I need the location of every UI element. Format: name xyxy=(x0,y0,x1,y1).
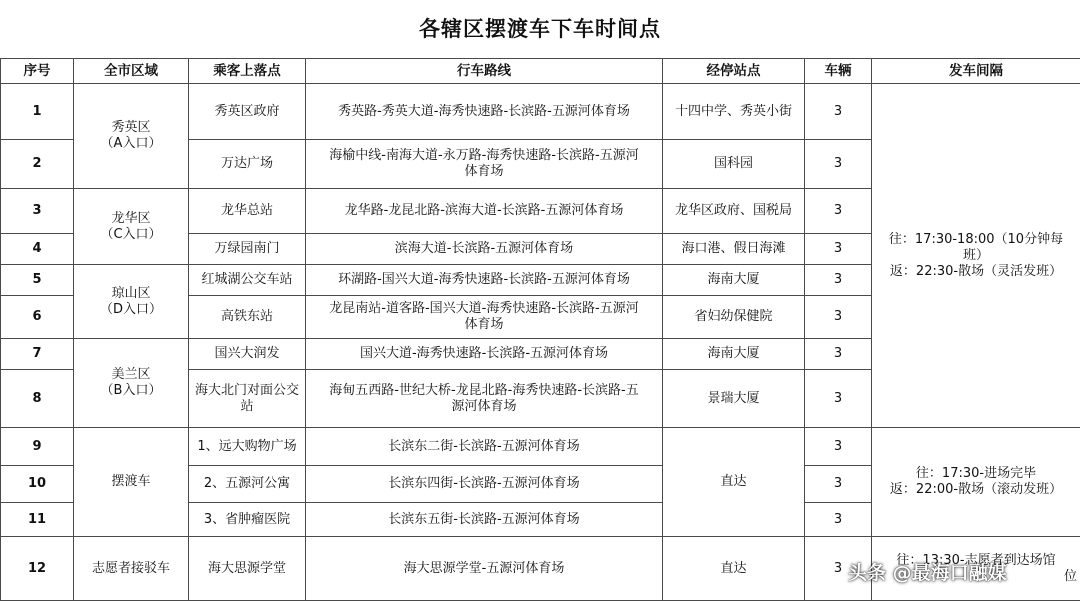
watermark-text: 头条 @最海口融媒 xyxy=(848,561,1007,584)
region-cell xyxy=(74,265,189,339)
route-cell: 龙华路-龙昆北路-滨海大道-长滨路-五源河体育场 xyxy=(306,189,663,234)
stops-cell: 龙华区政府、国税局 xyxy=(663,189,805,234)
route-cell: 长滨东五街-长滨路-五源河体育场 xyxy=(306,503,663,537)
interval-line: 班） xyxy=(962,247,989,263)
region-cell xyxy=(74,339,189,428)
interval-line: 返：22:00-散场（滚动发班） xyxy=(889,482,1063,497)
region-name: 琼山区 xyxy=(111,285,151,301)
region-cell xyxy=(74,84,189,189)
stops-cell: 省妇幼保健院 xyxy=(663,296,805,339)
region-name: 美兰区 xyxy=(111,367,151,382)
route-cell xyxy=(306,140,663,189)
interval-line: 往：17:30-18:00（10分钟每 xyxy=(888,231,1064,247)
pickup-cell: 龙华总站 xyxy=(189,189,306,234)
route-cell: 长滨东二街-长滨路-五源河体育场 xyxy=(306,428,663,466)
pickup-line: 海大北门对面公交 xyxy=(194,382,299,398)
pickup-cell: 1、远大购物广场 xyxy=(189,428,306,466)
vehicles-cell: 3 xyxy=(805,428,872,466)
stops-cell: 景瑞大厦 xyxy=(663,370,805,428)
seq-cell: 4 xyxy=(1,234,74,265)
stops-cell: 海口港、假日海滩 xyxy=(663,234,805,265)
seq-cell: 9 xyxy=(1,428,74,466)
region-entrance: （C入口） xyxy=(100,226,162,242)
vehicles-cell: 3 xyxy=(805,84,872,140)
seq-cell: 6 xyxy=(1,296,74,339)
seq-cell: 10 xyxy=(1,466,74,503)
seq-cell: 1 xyxy=(1,84,74,140)
header-stops: 经停站点 xyxy=(663,59,805,84)
region-name: 龙华区 xyxy=(111,210,151,226)
region-entrance: （B入口） xyxy=(100,383,162,398)
stops-cell: 直达 xyxy=(663,428,805,537)
vehicles-cell: 3 xyxy=(805,296,872,339)
pickup-cell: 高铁东站 xyxy=(189,296,306,339)
region-entrance: （A入口） xyxy=(100,136,162,151)
stops-cell: 十四中学、秀英小街 xyxy=(663,84,805,140)
route-cell xyxy=(306,296,663,339)
pickup-cell: 海大思源学堂 xyxy=(189,537,306,601)
seq-cell: 11 xyxy=(1,503,74,537)
vehicles-cell: 3 xyxy=(805,466,872,503)
route-cell: 环湖路-国兴大道-海秀快速路-长滨路-五源河体育场 xyxy=(306,265,663,296)
stops-cell: 海南大厦 xyxy=(663,265,805,296)
stops-cell: 国科园 xyxy=(663,140,805,189)
vehicles-cell: 3 xyxy=(805,370,872,428)
pickup-cell: 万绿园南门 xyxy=(189,234,306,265)
vehicles-cell: 3 xyxy=(805,234,872,265)
pickup-cell xyxy=(189,370,306,428)
route-cell: 国兴大道-海秀快速路-长滨路-五源河体育场 xyxy=(306,339,663,370)
shuttle-schedule-table xyxy=(0,58,1080,601)
route-cell: 长滨东四街-长滨路-五源河体育场 xyxy=(306,466,663,503)
route-cell: 海大思源学堂-五源河体育场 xyxy=(306,537,663,601)
region-name: 秀英区 xyxy=(111,120,151,135)
header-pickup: 乘客上落点 xyxy=(189,59,306,84)
stops-cell: 直达 xyxy=(663,537,805,601)
vehicles-cell: 3 xyxy=(805,189,872,234)
stops-cell: 海南大厦 xyxy=(663,339,805,370)
seq-cell: 5 xyxy=(1,265,74,296)
table-header-row xyxy=(1,59,1080,84)
interval-line: 往：17:30-进场完毕 xyxy=(915,466,1037,481)
pickup-cell: 红城湖公交车站 xyxy=(189,265,306,296)
pickup-cell: 3、省肿瘤医院 xyxy=(189,503,306,537)
header-vehicles: 车辆 xyxy=(805,59,872,84)
route-line: 龙昆南站-道客路-国兴大道-海秀快速路-长滨路-五源河 xyxy=(329,301,639,316)
page-title: 各辖区摆渡车下车时间点 xyxy=(419,17,661,41)
region-cell: 摆渡车 xyxy=(74,428,189,537)
route-line: 体育场 xyxy=(464,317,504,332)
route-cell xyxy=(306,370,663,428)
region-cell: 志愿者接驳车 xyxy=(74,537,189,601)
header-seq: 序号 xyxy=(1,59,74,84)
header-interval: 发车间隔 xyxy=(872,59,1080,84)
table-row xyxy=(1,84,1080,140)
seq-cell: 8 xyxy=(1,370,74,428)
pickup-cell: 万达广场 xyxy=(189,140,306,189)
header-region: 全市区域 xyxy=(74,59,189,84)
route-line: 体育场 xyxy=(464,164,504,179)
seq-cell: 3 xyxy=(1,189,74,234)
region-cell xyxy=(74,189,189,265)
interval-cell xyxy=(872,428,1080,537)
region-entrance: （D入口） xyxy=(99,301,162,317)
interval-line: 位 xyxy=(1063,568,1077,584)
route-cell: 秀英路-秀英大道-海秀快速路-长滨路-五源河体育场 xyxy=(306,84,663,140)
route-cell: 滨海大道-长滨路-五源河体育场 xyxy=(306,234,663,265)
pickup-cell: 国兴大润发 xyxy=(189,339,306,370)
table-row xyxy=(1,428,1080,466)
vehicles-cell: 3 xyxy=(805,503,872,537)
interval-cell xyxy=(872,84,1080,428)
pickup-cell: 秀英区政府 xyxy=(189,84,306,140)
seq-cell: 12 xyxy=(1,537,74,601)
route-line: 海甸五西路-世纪大桥-龙昆北路-海秀快速路-长滨路-五 xyxy=(329,382,639,398)
seq-cell: 2 xyxy=(1,140,74,189)
route-line: 海榆中线-南海大道-永万路-海秀快速路-长滨路-五源河 xyxy=(329,148,639,163)
header-route: 行车路线 xyxy=(306,59,663,84)
route-line: 源河体育场 xyxy=(451,398,517,414)
pickup-cell: 2、五源河公寓 xyxy=(189,466,306,503)
vehicles-cell: 3 xyxy=(805,265,872,296)
seq-cell: 7 xyxy=(1,339,74,370)
pickup-line: 站 xyxy=(240,398,254,414)
interval-line: 返：22:30-散场（灵活发班） xyxy=(889,263,1063,279)
interval-line: 往：13:30-志愿者到达场馆 xyxy=(896,552,1056,568)
vehicles-cell: 3 xyxy=(805,537,872,601)
watermark xyxy=(838,556,1015,586)
vehicles-cell: 3 xyxy=(805,339,872,370)
vehicles-cell: 3 xyxy=(805,140,872,189)
